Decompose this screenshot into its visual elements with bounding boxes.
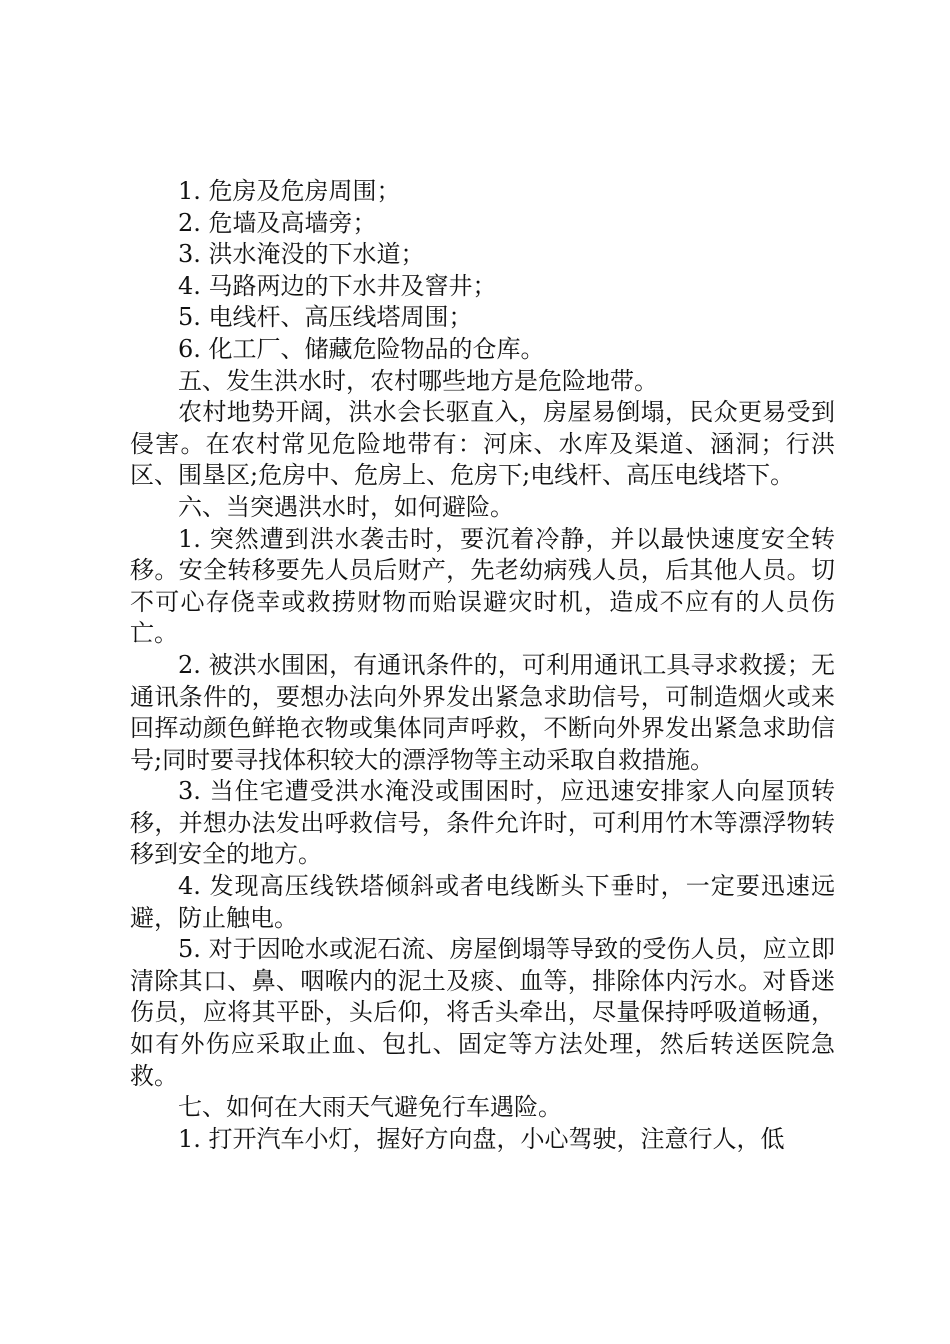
paragraph: 农村地势开阔，洪水会长驱直入，房屋易倒塌，民众更易受到侵害。在农村常见危险地带有：河床、水库及渠道、涵洞；行洪区、围垦区;危房中、危房上、危房下;电线杆、高压电线塔下。 <box>130 398 835 490</box>
list-item: 3. 洪水淹没的下水道； <box>178 240 425 269</box>
paragraph: 4. 发现高压线铁塔倾斜或者电线断头下垂时，一定要迅速远避，防止触电。 <box>130 872 835 932</box>
paragraph: 1. 突然遭到洪水袭击时，要沉着冷静，并以最快速度安全转移。安全转移要先人员后财产，先老幼病残人员，后其他人员。切不可心存侥幸或救捞财物而贻误避灾时机，造成不应有的人员伤亡。 <box>130 524 835 648</box>
list-item: 4. 马路两边的下水井及窨井； <box>178 271 497 300</box>
list-item: 5. 电线杆、高压线塔周围； <box>178 303 473 332</box>
paragraph: 2. 被洪水围困，有通讯条件的，可利用通讯工具寻求救援；无通讯条件的，要想办法向外界发出紧急求助信号，可制造烟火或来回挥动颜色鲜艳衣物或集体同声呼救，不断向外界发出紧急求助信号;同时要寻找体积较大的漂浮物等主动采取自救措施。 <box>130 650 835 774</box>
document-page <box>130 176 835 1155</box>
paragraph: 5. 对于因呛水或泥石流、房屋倒塌等导致的受伤人员，应立即清除其口、鼻、咽喉内的泥土及痰、血等，排除体内污水。对昏迷伤员，应将其平卧，头后仰，将舌头牵出，尽量保持呼吸道畅通，如有外伤应采取止血、包扎、固定等方法处理，然后转送医院急救。 <box>130 935 835 1090</box>
paragraph: 3. 当住宅遭受洪水淹没或围困时，应迅速安排家人向屋顶转移，并想办法发出呼救信号，条件允许时，可利用竹木等漂浮物转移到安全的地方。 <box>130 777 835 869</box>
list-item: 1. 危房及危房周围； <box>178 177 401 205</box>
section-heading: 六、当突遇洪水时，如何避险。 <box>178 492 514 521</box>
paragraph: 1. 打开汽车小灯，握好方向盘，小心驾驶，注意行人，低 <box>178 1124 785 1153</box>
list-item: 6. 化工厂、储藏危险物品的仓库。 <box>178 334 545 363</box>
section-heading: 五、发生洪水时，农村哪些地方是危险地带。 <box>178 366 658 395</box>
section-heading: 七、如何在大雨天气避免行车遇险。 <box>178 1093 562 1122</box>
list-item: 2. 危墙及高墙旁； <box>178 208 377 237</box>
